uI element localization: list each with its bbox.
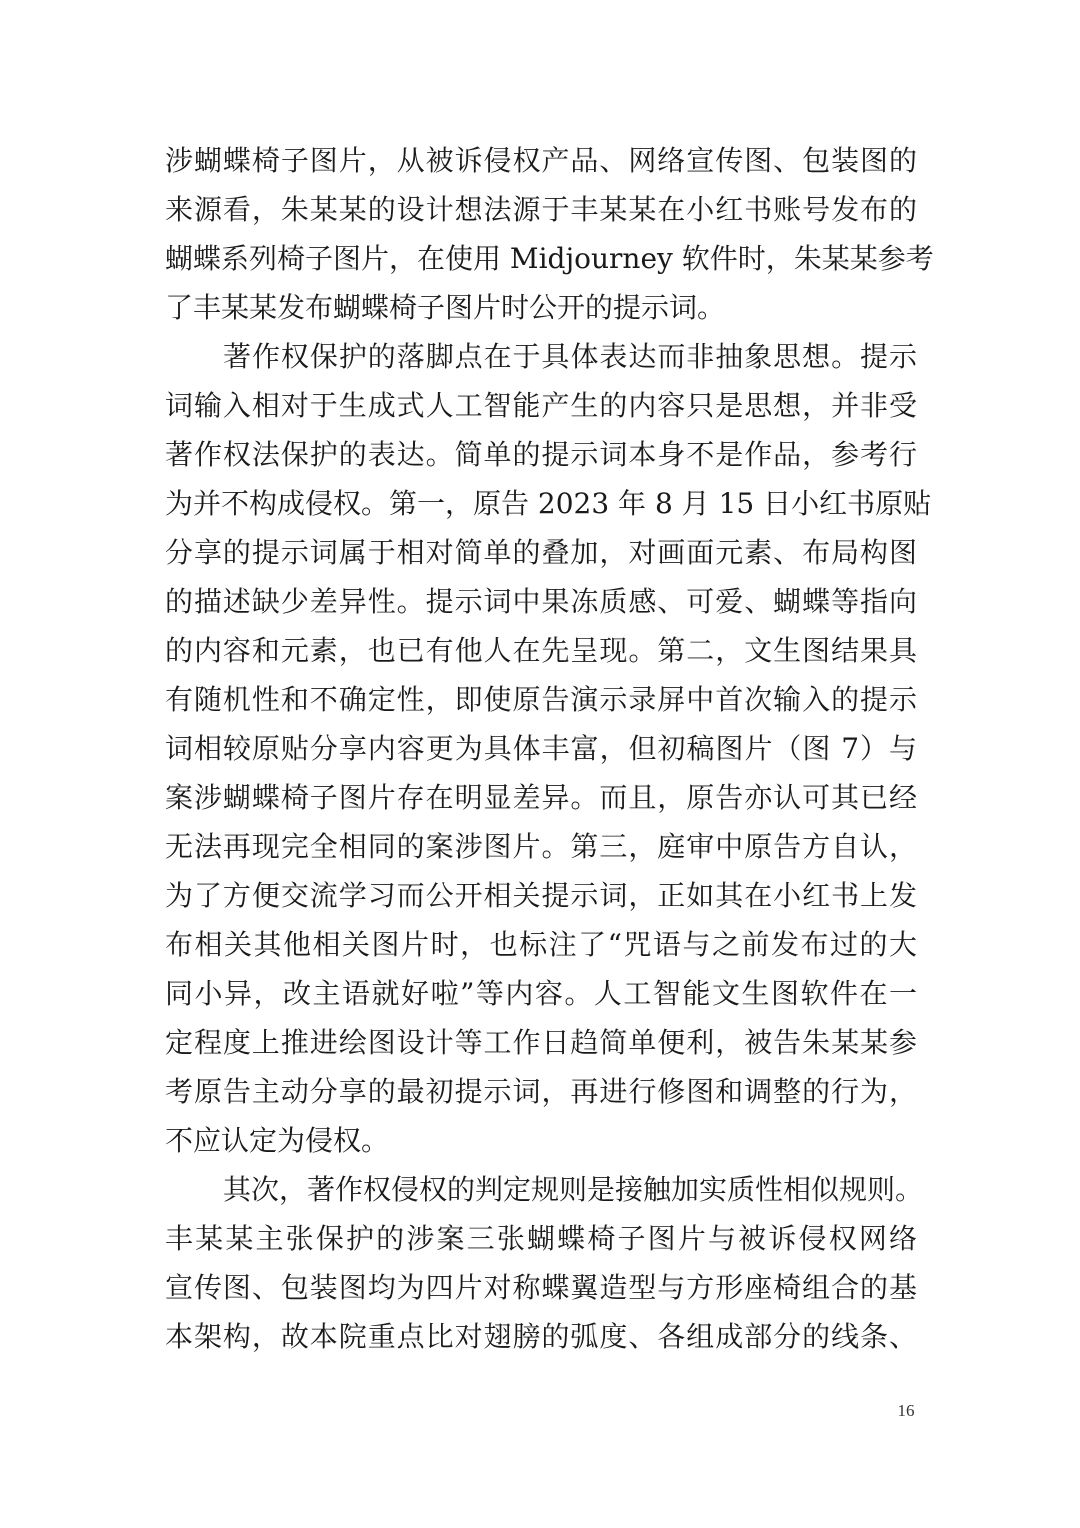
text-line: 布相关其他相关图片时，也标注了“咒语与之前发布过的大	[165, 928, 917, 961]
text-line: 案涉蝴蝶椅子图片存在明显差异。而且，原告亦认可其已经	[165, 781, 917, 814]
paragraph	[165, 1165, 924, 1361]
text-line: 本架构，故本院重点比对翅膀的弧度、各组成部分的线条、	[165, 1320, 917, 1353]
text-line: 不应认定为侵权。	[165, 1124, 390, 1157]
text-line: 有随机性和不确定性，即使原告演示录屏中首次输入的提示	[165, 683, 917, 716]
page-number: 16	[897, 1401, 915, 1420]
text-line: 的内容和元素，也已有他人在先呈现。第二，文生图结果具	[165, 634, 917, 667]
body-text	[165, 136, 934, 1361]
text-line: 无法再现完全相同的案涉图片。第三，庭审中原告方自认，	[165, 830, 917, 863]
text-line: 其次，著作权侵权的判定规则是接触加实质性相似规则。	[223, 1173, 924, 1206]
text-line: 了丰某某发布蝴蝶椅子图片时公开的提示词。	[165, 291, 726, 324]
paragraph	[165, 332, 932, 1165]
text-line: 著作权保护的落脚点在于具体表达而非抽象思想。提示	[223, 340, 917, 373]
text-line: 宣传图、包装图均为四片对称蝶翼造型与方形座椅组合的基	[165, 1271, 917, 1304]
text-line: 涉蝴蝶椅子图片，从被诉侵权产品、网络宣传图、包装图的	[165, 144, 917, 177]
text-line: 词输入相对于生成式人工智能产生的内容只是思想，并非受	[165, 389, 917, 422]
text-line: 考原告主动分享的最初提示词，再进行修图和调整的行为，	[165, 1075, 917, 1108]
paragraph	[165, 136, 934, 332]
text-line: 蝴蝶系列椅子图片，在使用 Midjourney 软件时，朱某某参考	[165, 242, 934, 275]
text-line: 为并不构成侵权。第一，原告 2023 年 8 月 15 日小红书原贴	[165, 487, 932, 520]
text-line: 同小异，改主语就好啦”等内容。人工智能文生图软件在一	[165, 977, 917, 1010]
text-line: 为了方便交流学习而公开相关提示词，正如其在小红书上发	[165, 879, 917, 912]
text-line: 词相较原贴分享内容更为具体丰富，但初稿图片（图 7）与	[165, 732, 917, 765]
text-line: 分享的提示词属于相对简单的叠加，对画面元素、布局构图	[165, 536, 917, 569]
text-line: 著作权法保护的表达。简单的提示词本身不是作品，参考行	[165, 438, 917, 471]
text-line: 定程度上推进绘图设计等工作日趋简单便利，被告朱某某参	[165, 1026, 917, 1059]
text-line: 丰某某主张保护的涉案三张蝴蝶椅子图片与被诉侵权网络	[165, 1222, 917, 1255]
text-line: 的描述缺少差异性。提示词中果冻质感、可爱、蝴蝶等指向	[165, 585, 917, 618]
text-line: 来源看，朱某某的设计想法源于丰某某在小红书账号发布的	[165, 193, 917, 226]
